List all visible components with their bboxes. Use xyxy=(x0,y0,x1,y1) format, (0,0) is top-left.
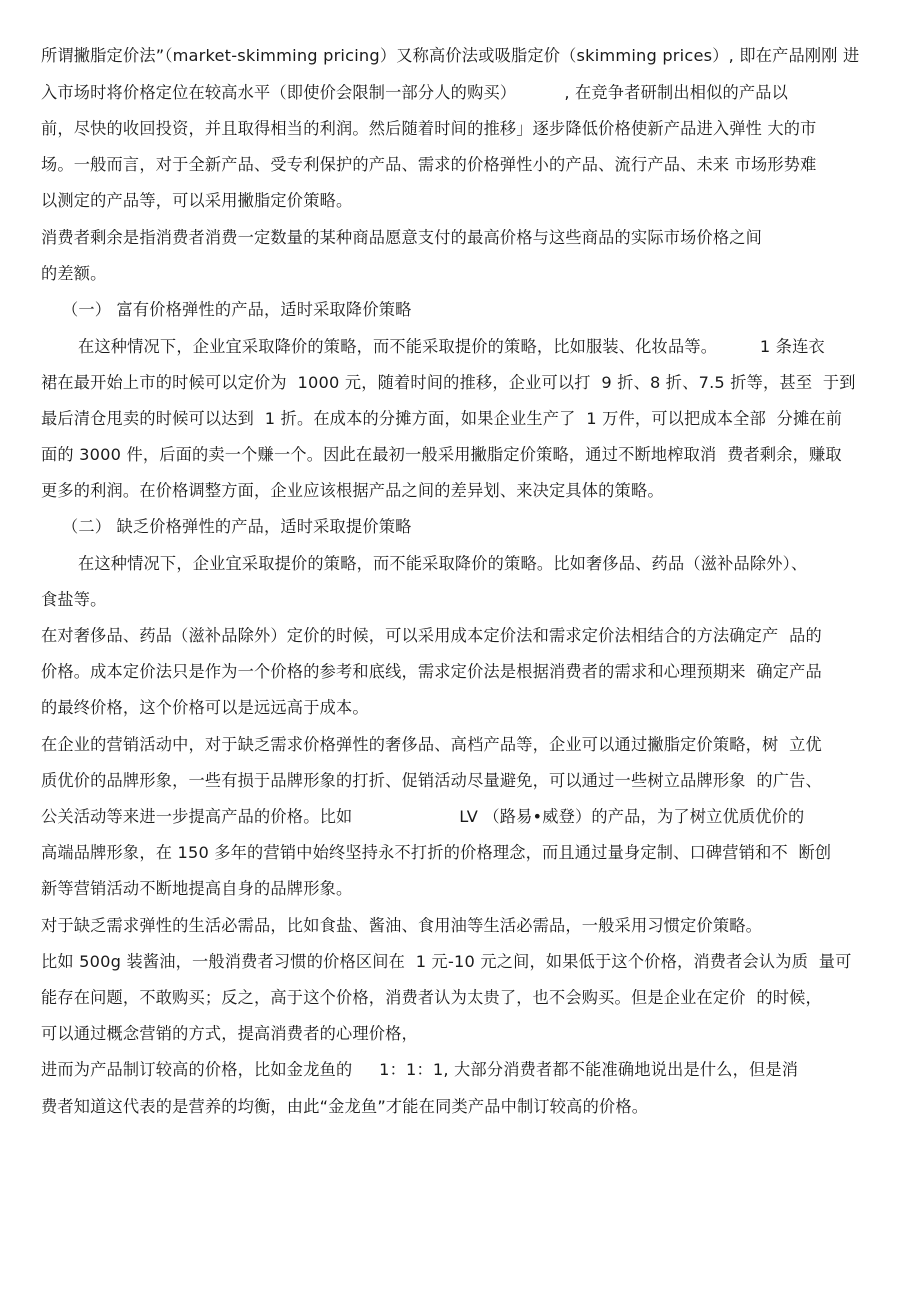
paragraph-line: 高端品牌形象，在 150 多年的营销中始终坚持永不打折的价格理念，而且通过量身定制、口碑营销和不 断创 xyxy=(41,843,832,862)
paragraph-line: 在这种情况下，企业宜采取降价的策略，而不能采取提价的策略，比如服装、化妆品等。 1 条连衣 xyxy=(78,337,825,356)
paragraph-line: 新等营销活动不断地提高自身的品牌形象。 xyxy=(41,879,353,898)
paragraph-line: 消费者剩余是指消费者消费一定数量的某种商品愿意支付的最高价格与这些商品的实际市场价格之间 xyxy=(41,228,763,247)
paragraph-line: 以测定的产品等，可以采用撇脂定价策略。 xyxy=(41,191,353,210)
paragraph-line: 费者知道这代表的是营养的均衡，由此“金龙鱼”才能在同类产品中制订较高的价格。 xyxy=(41,1097,649,1116)
paragraph-line: 比如 500g 装酱油，一般消费者习惯的价格区间在 1 元-10 元之间，如果低于这个价格，消费者会认为质 量可 xyxy=(41,952,852,971)
paragraph-line: 进而为产品制订较高的价格，比如金龙鱼的 1：1：1, 大部分消费者都不能准确地说出是什么，但是消 xyxy=(41,1060,799,1079)
paragraph-line: 所谓撇脂定价法”（market-skimming pricing）又称高价法或吸脂定价（skimming prices）, 即在产品刚刚 进 xyxy=(41,46,860,65)
paragraph-line: 入市场时将价格定位在较高水平（即使价会限制一部分人的购买） , 在竞争者研制出相似的产品以 xyxy=(41,83,789,102)
paragraph-line: 在企业的营销活动中，对于缺乏需求价格弹性的奢侈品、高档产品等，企业可以通过撇脂定价策略，树 立优 xyxy=(41,735,822,754)
paragraph-line: 面的 3000 件，后面的卖一个赚一个。因此在最初一般采用撇脂定价策略，通过不断地榨取消 费者剩余，赚取 xyxy=(41,445,842,464)
paragraph-line: 质优价的品牌形象，一些有损于品牌形象的打折、促销活动尽量避免，可以通过一些树立品牌形象 的广告、 xyxy=(41,771,822,790)
section-heading: （二） 缺乏价格弹性的产品，适时采取提价策略 xyxy=(62,517,412,536)
paragraph-line: 前，尽快的收回投资，并且取得相当的利润。然后随着时间的推移」逐步降低价格使新产品进入弹性 大的市 xyxy=(41,119,817,138)
paragraph-line: 在对奢侈品、药品（滋补品除外）定价的时候，可以采用成本定价法和需求定价法相结合的方法确定产 品的 xyxy=(41,626,822,645)
paragraph-line: 场。一般而言，对于全新产品、受专利保护的产品、需求的价格弹性小的产品、流行产品、未来 市场形势难 xyxy=(41,155,817,174)
paragraph-line: 的差额。 xyxy=(41,264,107,283)
paragraph-line: 公关活动等来进一步提高产品的价格。比如 LV （路易•威登）的产品，为了树立优质优价的 xyxy=(41,807,805,826)
paragraph-line: 在这种情况下，企业宜采取提价的策略，而不能采取降价的策略。比如奢侈品、药品（滋补品除外）、 xyxy=(78,554,808,573)
paragraph-line: 更多的利润。在价格调整方面，企业应该根据产品之间的差异划、来决定具体的策略。 xyxy=(41,481,664,500)
section-heading: （一） 富有价格弹性的产品，适时采取降价策略 xyxy=(62,300,412,319)
paragraph-line: 价格。成本定价法只是作为一个价格的参考和底线，需求定价法是根据消费者的需求和心理预期来 确定产品 xyxy=(41,662,822,681)
paragraph-line: 的最终价格，这个价格可以是远远高于成本。 xyxy=(41,698,369,717)
paragraph-line: 能存在问题，不敢购买；反之，高于这个价格，消费者认为太贵了，也不会购买。但是企业在定价 的时候， xyxy=(41,988,822,1007)
paragraph-line: 最后清仓甩卖的时候可以达到 1 折。在成本的分摊方面，如果企业生产了 1 万件，可以把成本全部 分摊在前 xyxy=(41,409,843,428)
paragraph-line: 可以通过概念营销的方式，提高消费者的心理价格， xyxy=(41,1024,418,1043)
paragraph-line: 食盐等。 xyxy=(41,590,107,609)
paragraph-line: 裙在最开始上市的时候可以定价为 1000 元，随着时间的推移，企业可以打 9 折、8 折、7.5 折等，甚至 于到 xyxy=(41,373,856,392)
paragraph-line: 对于缺乏需求弹性的生活必需品，比如食盐、酱油、食用油等生活必需品，一般采用习惯定价策略。 xyxy=(41,916,763,935)
